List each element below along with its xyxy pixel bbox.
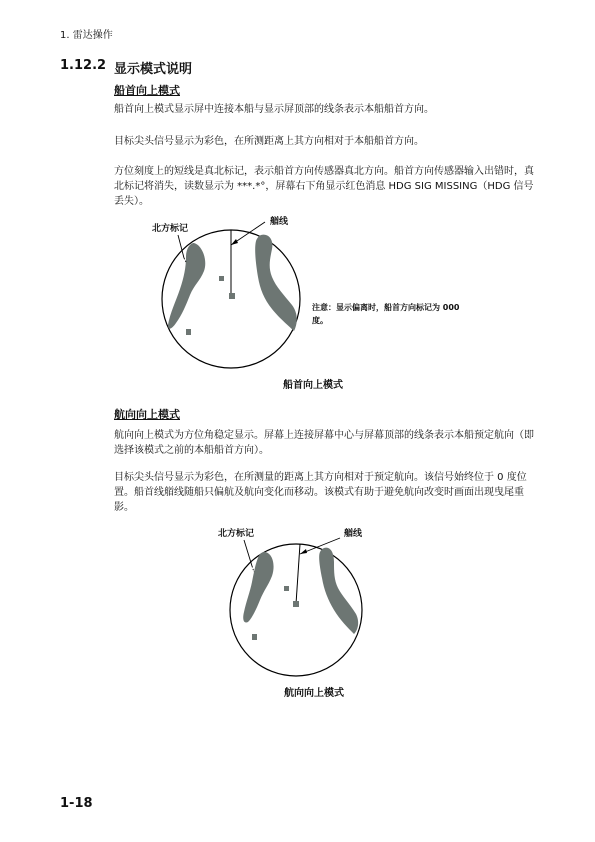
target-2 [252,634,257,640]
landmass-left [243,552,273,623]
head-up-note: 注意：显示偏离时，船首方向标记为 000 度。 [312,303,460,325]
course-up-caption: 航向向上模式 [284,688,344,699]
head-up-caption: 船首向上模式 [283,380,343,391]
section-number: 1.12.2 [60,58,107,73]
target-1 [219,276,224,281]
head-up-radar-diagram [150,205,310,375]
page-number: 1-18 [60,796,93,811]
head-up-subtitle: 船首向上模式 [114,84,180,97]
own-ship [229,293,235,299]
target-2 [186,329,191,335]
landmass-right [319,548,358,634]
north-marker-label-2: 北方标记 [218,529,255,539]
head-up-paragraph-1: 船首向上模式显示屏中连接本船与显示屏顶部的线条表示本船船首方向。 [114,104,434,115]
landmass-left [168,243,205,329]
heading-line-label-2: 艏线 [344,529,363,539]
course-up-subtitle: 航向向上模式 [114,408,180,421]
chapter-header: 1. 雷达操作 [60,30,113,41]
heading-line-label-1: 艏线 [270,217,289,227]
own-ship [293,601,299,607]
section-title: 显示模式说明 [114,62,193,77]
course-up-radar-diagram [220,530,370,680]
course-up-paragraph-1: 航向向上模式为方位角稳定显示。屏幕上连接屏幕中心与屏幕顶部的线条表示本船预定航向（即选择该模式之前的本船船首方向）。 [114,430,534,456]
head-up-paragraph-2: 目标尖头信号显示为彩色，在所测距离上其方向相对于本船船首方向。 [114,136,424,147]
target-1 [284,586,289,591]
north-marker-label-1: 北方标记 [152,224,189,234]
landmass-right [255,235,297,331]
course-up-paragraph-2: 目标尖头信号显示为彩色，在所测量的距离上其方向相对于预定航向。该信号始终位于 0 度位置。船首线艏线随船只偏航及航向变化而移动。该模式有助于避免航向改变时画面出现曳尾重影。 [114,472,527,513]
head-up-paragraph-3: 方位刻度上的短线是真北标记，表示船首方向传感器真北方向。船首方向传感器输入出错时，真北标记将消失，读数显示为 ***.*°，屏幕右下角显示红色消息 HDG SIG MISSING（HDG 信号丢失）。 [114,166,534,207]
